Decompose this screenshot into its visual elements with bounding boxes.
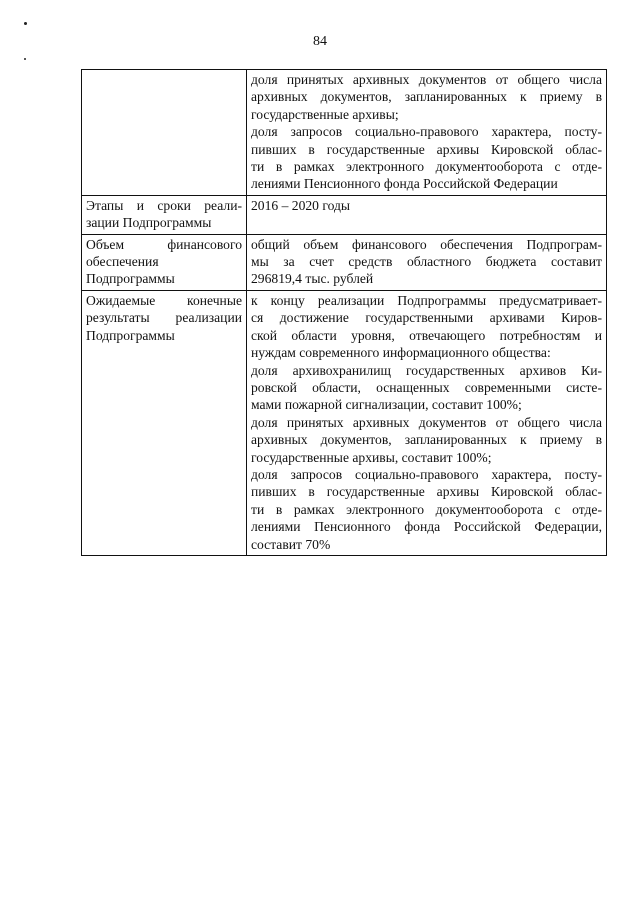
content-line: нуждам современного информационного общества: bbox=[251, 345, 551, 361]
content-line: ровской области, оснащенных современными систе- bbox=[251, 379, 602, 395]
content-line: общий объем финансового обеспечения Подпрограм- bbox=[251, 236, 602, 252]
scan-artifact-dot bbox=[24, 22, 27, 25]
content-line: ти в рамках электронного документооборота с отде- bbox=[251, 159, 602, 175]
content-line: пивших в государственные архивы Кировской облас- bbox=[251, 141, 602, 157]
content-line: доля запросов социально-правового характера, посту- bbox=[251, 124, 602, 140]
row-content-cell bbox=[247, 70, 607, 196]
content-line: к концу реализации Подпрограммы предусматривает- bbox=[251, 292, 602, 308]
row-label-cell bbox=[82, 234, 247, 290]
label-line: результаты реализации bbox=[86, 310, 242, 326]
table-row bbox=[82, 70, 607, 196]
subprogram-passport-table bbox=[81, 69, 607, 556]
content-line: архивных документов, запланированных к приему в bbox=[251, 432, 602, 448]
row-label-cell bbox=[82, 290, 247, 555]
content-line: составит 70% bbox=[251, 536, 331, 552]
content-line: 296819,4 тыс. рублей bbox=[251, 271, 374, 287]
table-row bbox=[82, 290, 607, 555]
page-number: 84 bbox=[313, 34, 327, 49]
content-line: архивных документов, запланированных к приему в bbox=[251, 89, 602, 105]
content-line: ской области уровня, отвечающего потребностям и bbox=[251, 327, 602, 343]
content-line: мы за счет средств областного бюджета составит bbox=[251, 254, 602, 270]
content-line: доля принятых архивных документов от общего числа bbox=[251, 72, 602, 87]
label-line: Подпрограммы bbox=[86, 271, 175, 287]
content-line: доля принятых архивных документов от общего числа bbox=[251, 414, 602, 430]
table-row bbox=[82, 234, 607, 290]
content-line: государственные архивы, составит 100%; bbox=[251, 449, 492, 465]
content-line: ся достижение государственными архивами Киров- bbox=[251, 310, 602, 326]
content-line: пивших в государственные архивы Кировской облас- bbox=[251, 484, 602, 500]
row-label-cell bbox=[82, 195, 247, 234]
label-line: Этапы и сроки реали- bbox=[86, 197, 242, 213]
row-content-cell bbox=[247, 290, 607, 555]
content-line: 2016 – 2020 годы bbox=[251, 197, 351, 213]
label-line: зации Подпрограммы bbox=[86, 215, 212, 231]
row-content-cell bbox=[247, 234, 607, 290]
label-line: обеспечения bbox=[86, 254, 159, 270]
content-line: лениями Пенсионного фонда Российской Федерации bbox=[251, 176, 558, 192]
label-line: Объем финансового bbox=[86, 236, 242, 252]
row-label-cell bbox=[82, 70, 247, 196]
scan-artifact-dot bbox=[24, 58, 26, 60]
content-line: доля запросов социально-правового характера, посту- bbox=[251, 466, 602, 482]
content-line: государственные архивы; bbox=[251, 106, 399, 122]
table-row bbox=[82, 195, 607, 234]
label-line: Ожидаемые конечные bbox=[86, 292, 242, 308]
content-line: ти в рамках электронного документооборота с отде- bbox=[251, 501, 602, 517]
content-line: мами пожарной сигнализации, составит 100%; bbox=[251, 397, 522, 413]
content-line: доля архивохранилищ государственных архивов Ки- bbox=[251, 362, 602, 378]
row-content-cell bbox=[247, 195, 607, 234]
label-line: Подпрограммы bbox=[86, 327, 175, 343]
content-line: лениями Пенсионного фонда Российской Федерации, bbox=[251, 519, 602, 535]
